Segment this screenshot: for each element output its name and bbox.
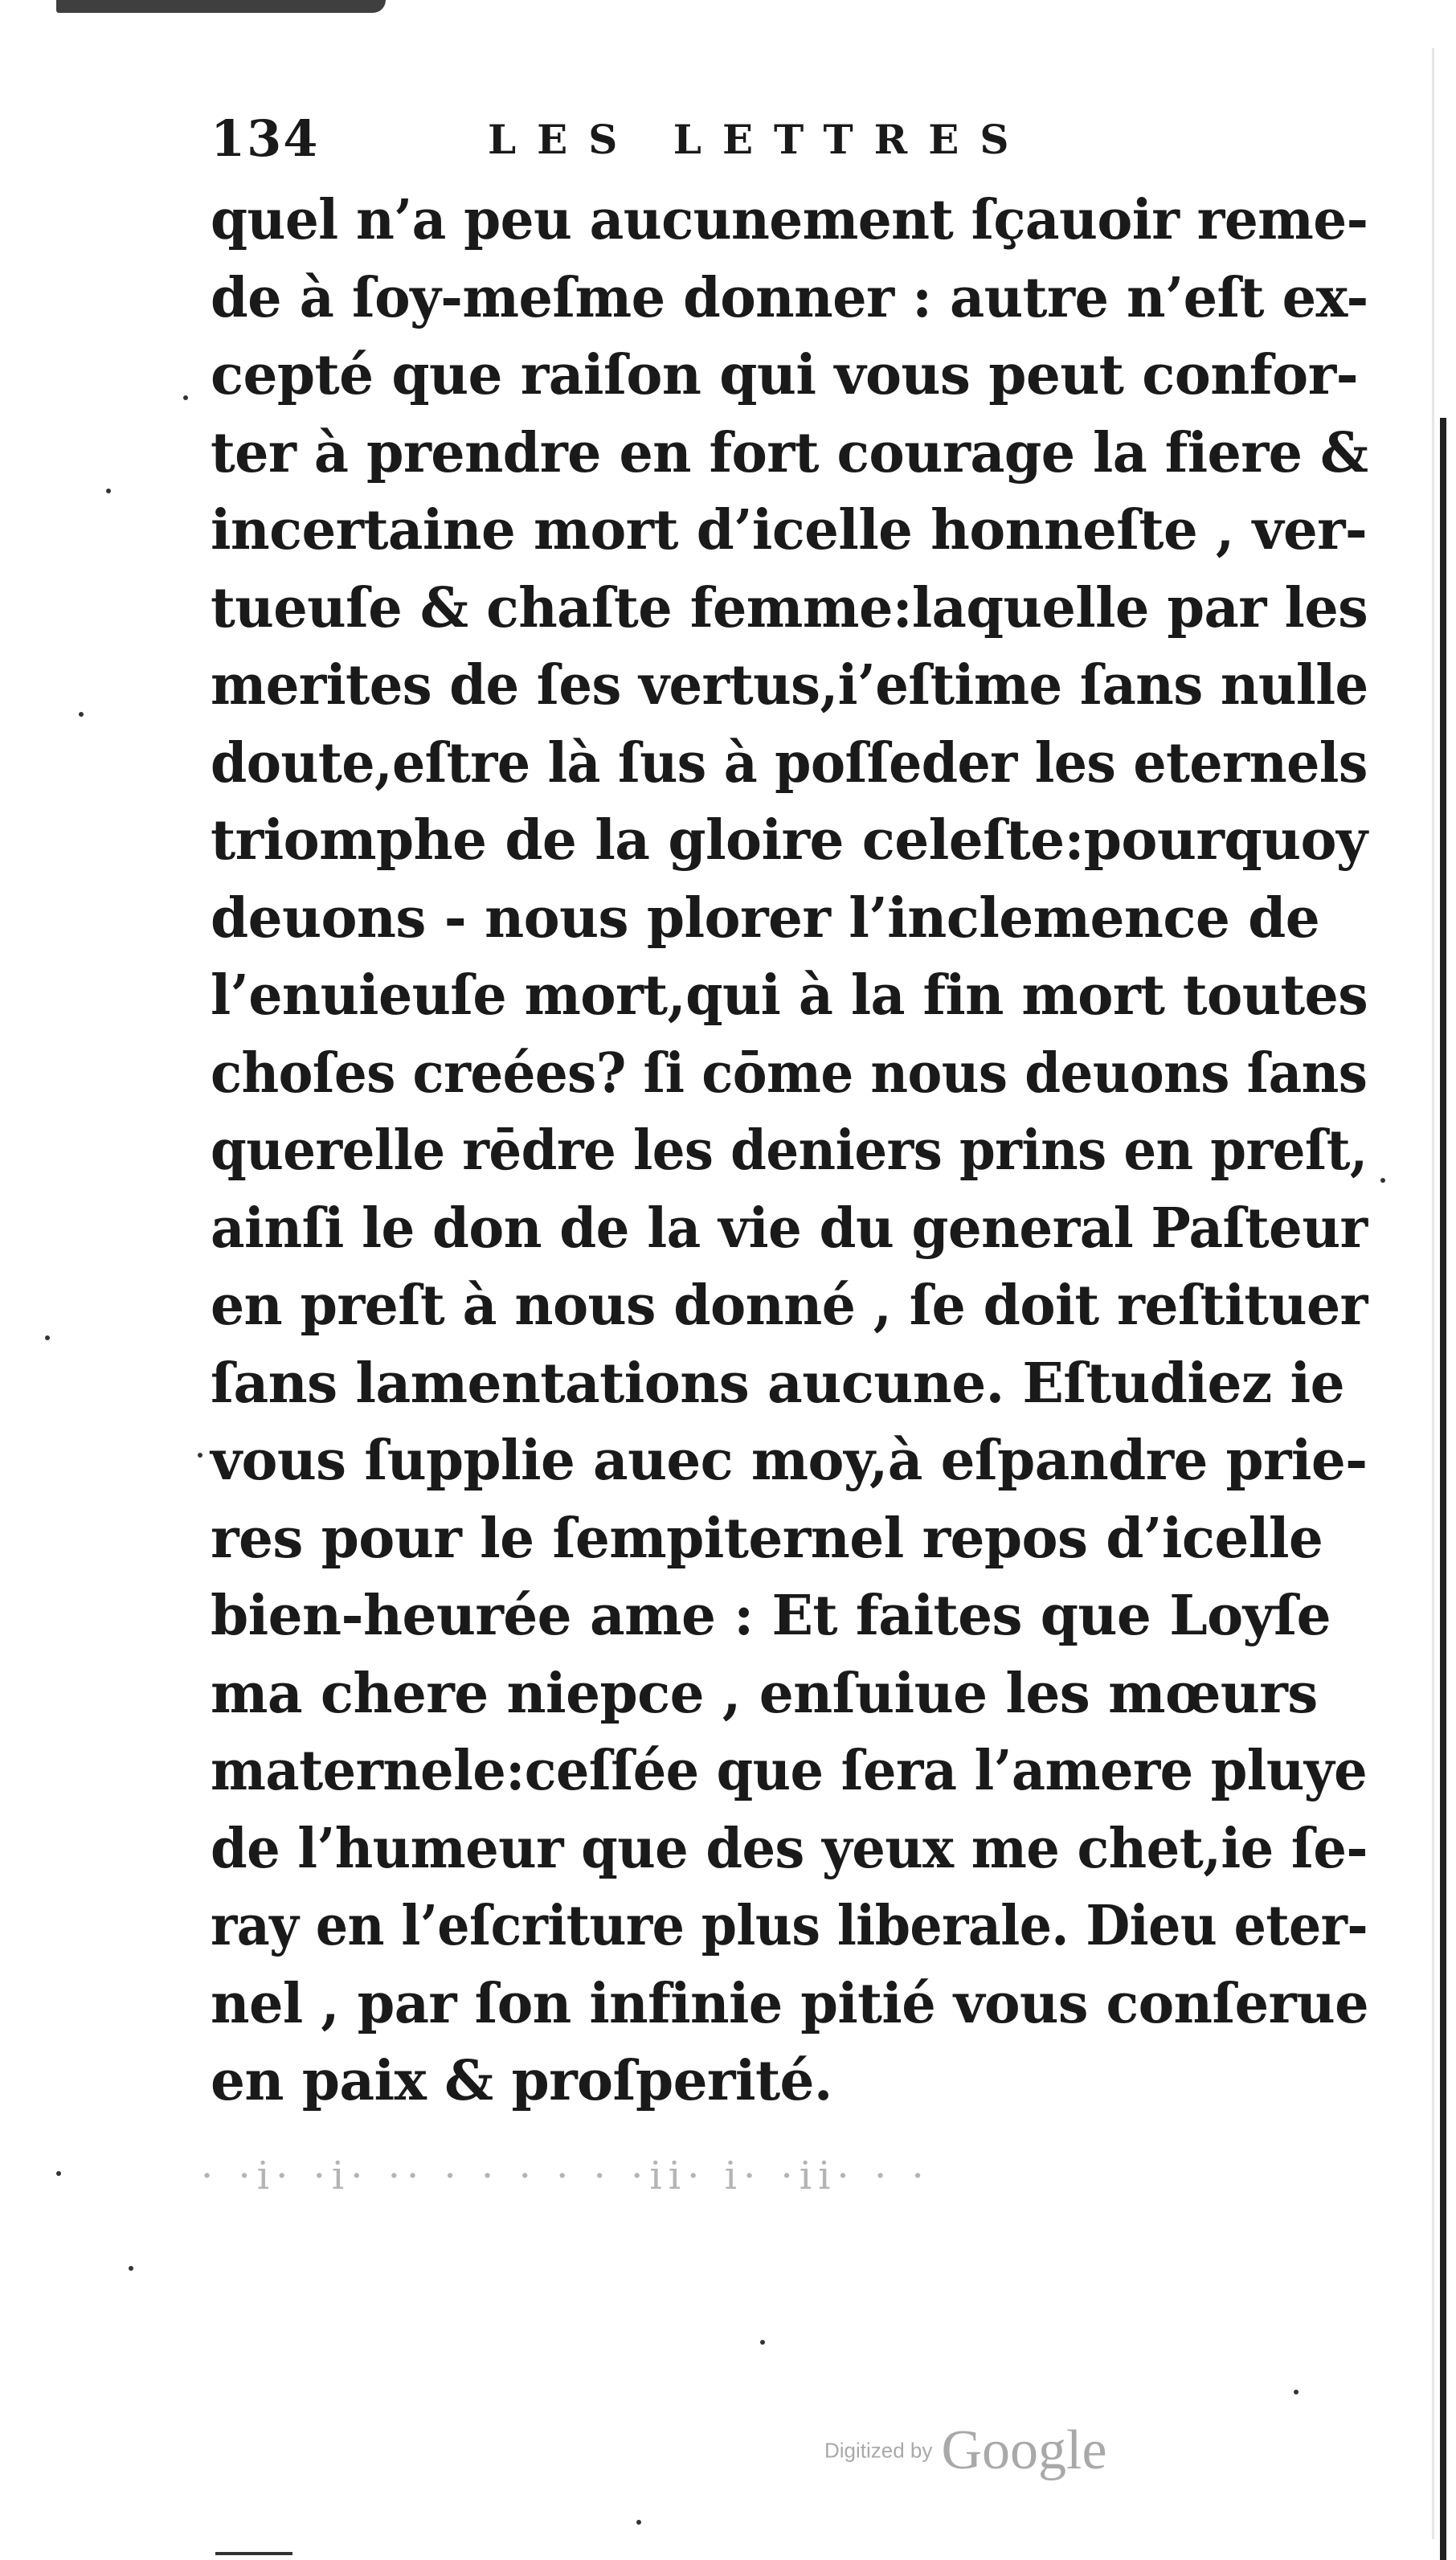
scan-speck [129,2266,133,2271]
bleed-through-text: · ·i· ·i· ·· · · · · · ·ii· i· ·ii· · · [201,2153,930,2198]
watermark-prefix: Digitized by [824,2438,933,2463]
text-line: ainſi le don de la vie du general Paſteur [211,1196,1368,1261]
scan-speck [760,2340,765,2345]
scan-speck [1294,2390,1299,2394]
gutter-shadow [1440,418,1446,2560]
text-line: cepté que raiſon qui vous peut confor- [211,343,1359,407]
scan-speck [636,2520,641,2525]
text-line: l’enuieuſe mort,qui à la fin mort toutes [211,963,1368,1028]
page-number: 134 [211,109,320,168]
scan-speck [1380,1178,1385,1183]
text-line: en preſt à nous donné , ſe doit reſtituer [211,1274,1368,1338]
scan-smudge [56,0,386,13]
scan-speck [45,1335,50,1340]
text-line: ter à prendre en fort courage la fiere & [211,420,1368,485]
text-line: merites de ſes vertus,i’eſtime ſans nulle [211,653,1368,718]
scan-speck [79,712,84,717]
text-line: doute,eſtre là ſus à poſſeder les eternels [211,730,1368,795]
body-text [211,182,1376,2120]
text-line: de l’humeur que des yeux me chet,ie ſe- [211,1816,1368,1881]
text-line: ma chere niepce , enſuiue les mœurs [211,1661,1318,1726]
scan-speck [198,1453,202,1458]
text-line: deuons - nous plorer l’inclemence de [211,885,1320,951]
gutter-edge [1432,48,1434,2539]
text-line: ray en l’eſcriture plus liberale. Dieu eter- [211,1894,1368,1958]
text-line: nel , par ſon infinie pitié vous conſerue [211,1971,1369,2036]
text-line: en paix & proſperité. [211,2049,832,2113]
text-line: de à ſoy-meſme donner : autre n’eſt ex- [211,265,1368,330]
text-line: bien-heurée ame : Et faites que Loyſe [211,1584,1331,1648]
text-line: vous ſupplie auec moy,à eſpandre prie- [211,1429,1368,1493]
text-line: incertaine mort d’icelle honneſte , ver- [211,498,1368,562]
scan-speck [183,395,188,400]
text-line: querelle rēdre les deniers prins en preſt, [211,1118,1368,1183]
text-line: quel n’a peu aucunement ſçauoir reme- [211,188,1368,252]
running-head: LES LETTRES [488,116,1030,163]
text-line: triomphe de la gloire celeſte:pourquoy [211,808,1368,873]
scan-speck [56,2171,61,2176]
text-line: choſes creées? ſi cōme nous deuons ſans [211,1041,1368,1106]
text-line: tueuſe & chaſte femme:laquelle par les [211,575,1368,640]
text-line: maternele:ceſſée que ſera l’amere pluye [211,1739,1368,1803]
text-line: res pour le ſempiternel repos d’icelle [211,1506,1323,1571]
scan-edge-line [215,2552,292,2555]
scan-speck [106,489,111,493]
google-logo: Google [941,2419,1107,2481]
text-line: ſans lamentations aucune. Eſtudiez ie [211,1351,1344,1416]
page-header [211,109,1110,174]
digitized-watermark [824,2419,1107,2483]
